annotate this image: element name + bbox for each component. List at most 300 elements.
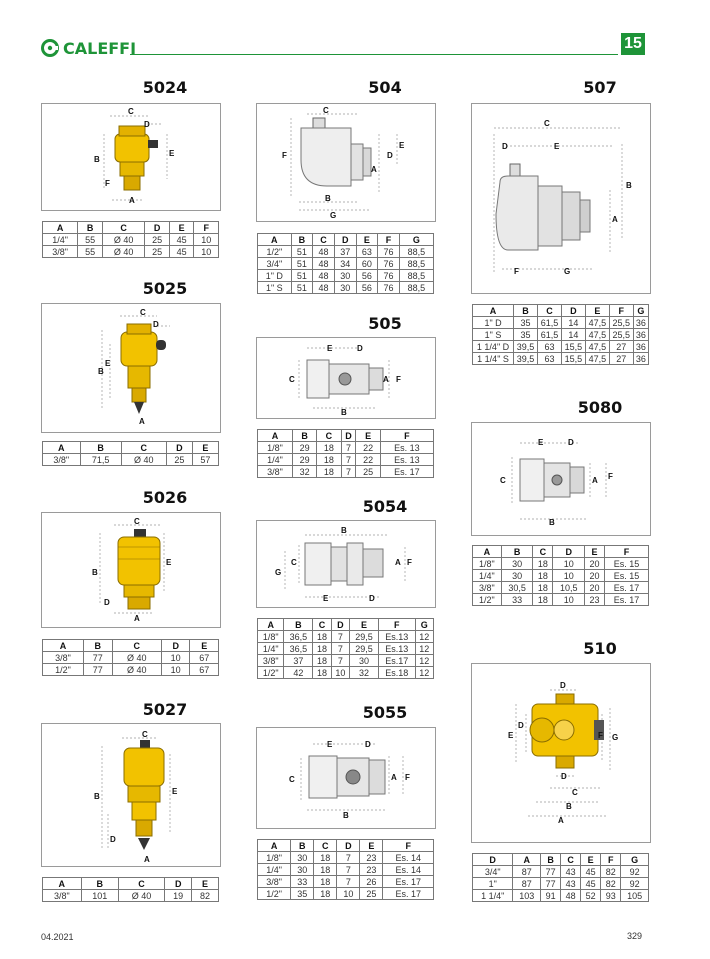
table-cell: 7 — [341, 442, 356, 454]
dim-label: E — [538, 438, 544, 447]
column-header: C — [317, 430, 341, 442]
table-cell: 7 — [331, 631, 349, 643]
dim-label: D — [153, 320, 159, 329]
dim-label: D — [561, 772, 567, 781]
table-cell: 18 — [313, 631, 331, 643]
table-cell: 51 — [291, 246, 313, 258]
spec-table-5025 — [42, 441, 219, 466]
table-cell: 10 — [553, 570, 585, 582]
dim-label: C — [134, 517, 140, 526]
column-header: E — [192, 442, 218, 454]
table-cell: 25 — [360, 888, 383, 900]
table-cell: 25 — [145, 234, 170, 246]
dim-label: F — [396, 375, 401, 384]
column-header: E — [585, 546, 605, 558]
table-cell: 45 — [581, 866, 601, 878]
table-cell: 33 — [501, 594, 533, 606]
table-cell: 18 — [533, 582, 553, 594]
column-header: C — [313, 234, 335, 246]
product-title-5024: 5024 — [142, 78, 188, 97]
table-row — [258, 876, 434, 888]
table-cell: 88,5 — [399, 246, 433, 258]
table-cell: 25,5 — [609, 329, 633, 341]
dim-label: F — [514, 267, 519, 276]
table-row — [258, 442, 434, 454]
column-header: F — [378, 619, 415, 631]
dim-label: E — [399, 141, 405, 150]
product-title-505: 505 — [368, 314, 402, 333]
table-cell: 18 — [317, 466, 341, 478]
table-cell: 42 — [284, 667, 313, 679]
spec-table-507 — [472, 304, 649, 365]
table-cell: 15,5 — [561, 353, 585, 365]
table-cell: 7 — [341, 466, 356, 478]
table-cell: 10 — [553, 594, 585, 606]
column-header: E — [350, 619, 379, 631]
table-cell: 82 — [192, 890, 219, 902]
column-header: A — [43, 442, 81, 454]
table-cell: 55 — [78, 234, 103, 246]
table-row — [473, 329, 649, 341]
table-cell: 32 — [292, 466, 316, 478]
table-cell: 18 — [314, 876, 337, 888]
column-header: D — [145, 222, 170, 234]
table-cell: 1/4" — [43, 234, 78, 246]
column-header: E — [192, 878, 219, 890]
table-row — [43, 234, 219, 246]
table-cell: 26 — [360, 876, 383, 888]
table-cell: 14 — [561, 329, 585, 341]
diagram-505 — [256, 337, 436, 419]
dim-label: A — [134, 614, 140, 623]
table-cell: 18 — [314, 888, 337, 900]
column-header: D — [337, 840, 360, 852]
table-row — [258, 852, 434, 864]
table-cell: 3/8" — [473, 582, 502, 594]
column-header: B — [291, 840, 314, 852]
table-cell: 18 — [313, 655, 331, 667]
table-cell: 20 — [585, 558, 605, 570]
table-cell: 45 — [169, 246, 194, 258]
dim-label: F — [608, 472, 613, 481]
table-cell: 56 — [356, 282, 378, 294]
dim-label: B — [549, 518, 555, 527]
column-header: A — [43, 222, 78, 234]
dim-label: C — [289, 375, 295, 384]
diagram-507 — [471, 103, 651, 294]
table-cell: 18 — [533, 594, 553, 606]
table-cell: 1 1/4" — [473, 890, 513, 902]
table-cell: 18 — [533, 570, 553, 582]
table-cell: 88,5 — [399, 282, 433, 294]
table-row — [258, 270, 434, 282]
dim-label: D — [560, 681, 566, 690]
column-header: A — [258, 840, 291, 852]
table-cell: 19 — [165, 890, 192, 902]
table-cell: 7 — [337, 876, 360, 888]
column-header: B — [514, 305, 538, 317]
table-cell: 3/8" — [43, 890, 82, 902]
spec-table-5080 — [472, 545, 649, 606]
spec-table-5027 — [42, 877, 219, 902]
table-header-row — [43, 640, 219, 652]
table-cell: 18 — [317, 454, 341, 466]
table-cell: 77 — [541, 866, 561, 878]
table-cell: 1/2" — [473, 594, 502, 606]
table-cell: 1/8" — [258, 852, 291, 864]
table-cell: 87 — [513, 878, 541, 890]
spec-table-5055 — [257, 839, 434, 900]
table-cell: 1/4" — [258, 454, 293, 466]
dim-label: E — [327, 740, 333, 749]
table-row — [258, 655, 434, 667]
table-cell: 18 — [313, 667, 331, 679]
table-cell: 7 — [341, 454, 356, 466]
table-cell: 7 — [331, 655, 349, 667]
spec-table-5054 — [257, 618, 434, 679]
table-cell: 20 — [585, 570, 605, 582]
column-header: D — [341, 430, 356, 442]
dim-label: E — [105, 359, 111, 368]
diagram-5025 — [41, 303, 221, 433]
table-cell: 47,5 — [585, 317, 609, 329]
table-cell: 61,5 — [538, 317, 562, 329]
dim-label: C — [128, 107, 134, 116]
dim-label: E — [554, 142, 560, 151]
column-header: D — [561, 305, 585, 317]
table-cell: 48 — [313, 258, 335, 270]
table-cell: 33 — [291, 876, 314, 888]
table-cell: 36 — [633, 353, 648, 365]
dim-label: C — [544, 119, 550, 128]
table-cell: 30 — [501, 570, 533, 582]
column-header: F — [194, 222, 219, 234]
table-cell: 7 — [337, 864, 360, 876]
table-cell: 36 — [633, 341, 648, 353]
table-cell: 14 — [561, 317, 585, 329]
table-row — [258, 454, 434, 466]
dim-label: F — [282, 151, 287, 160]
table-cell: 39,5 — [514, 353, 538, 365]
table-cell: 55 — [78, 246, 103, 258]
table-cell: 105 — [621, 890, 649, 902]
column-header: C — [314, 840, 337, 852]
table-cell: 18 — [533, 558, 553, 570]
column-header: B — [84, 640, 113, 652]
table-cell: 10 — [194, 234, 219, 246]
table-cell: 77 — [541, 878, 561, 890]
table-cell: 43 — [561, 866, 581, 878]
product-title-504: 504 — [368, 78, 402, 97]
table-cell: 1/8" — [258, 631, 284, 643]
column-header: A — [258, 430, 293, 442]
table-cell: 48 — [313, 246, 335, 258]
column-header: A — [513, 854, 541, 866]
table-cell: 63 — [356, 246, 378, 258]
table-cell: 27 — [609, 341, 633, 353]
table-cell: 3/4" — [473, 866, 513, 878]
dim-label: B — [343, 811, 349, 820]
table-cell: 10 — [194, 246, 219, 258]
table-cell: 30 — [350, 655, 379, 667]
table-cell: 12 — [415, 655, 433, 667]
column-header: A — [473, 546, 502, 558]
table-cell: Es.17 — [378, 655, 415, 667]
table-cell: 7 — [331, 643, 349, 655]
column-header: E — [356, 234, 378, 246]
table-cell: 101 — [81, 890, 118, 902]
table-row — [43, 664, 219, 676]
column-header: B — [78, 222, 103, 234]
table-row — [473, 558, 649, 570]
table-cell: 91 — [541, 890, 561, 902]
product-title-5054: 5054 — [362, 497, 408, 516]
table-cell: 61,5 — [538, 329, 562, 341]
product-title-507: 507 — [583, 78, 617, 97]
column-header: B — [292, 430, 316, 442]
dim-label: A — [558, 816, 564, 825]
table-cell: 30 — [334, 270, 356, 282]
column-header: B — [81, 878, 118, 890]
table-cell: 27 — [609, 353, 633, 365]
table-cell: 63 — [538, 341, 562, 353]
spec-table-505 — [257, 429, 434, 478]
table-row — [258, 643, 434, 655]
dim-label: A — [391, 773, 397, 782]
dim-label: D — [357, 344, 363, 353]
column-header: B — [291, 234, 313, 246]
diagram-5024 — [41, 103, 221, 211]
table-cell: 3/8" — [43, 454, 81, 466]
table-header-row — [43, 442, 219, 454]
dim-label: A — [371, 165, 377, 174]
diagram-5026 — [41, 512, 221, 628]
dim-label: D — [110, 835, 116, 844]
table-cell: 25 — [356, 466, 380, 478]
header-rule — [130, 54, 618, 55]
product-title-5026: 5026 — [142, 488, 188, 507]
dim-label: F — [407, 558, 412, 567]
table-row — [43, 652, 219, 664]
column-header: B — [284, 619, 313, 631]
table-cell: 1" D — [473, 317, 514, 329]
table-cell: 22 — [356, 442, 380, 454]
table-cell: 87 — [513, 866, 541, 878]
table-cell: 10 — [161, 664, 190, 676]
dim-label: G — [330, 211, 337, 220]
table-cell: 1" S — [473, 329, 514, 341]
dim-label: A — [144, 855, 150, 864]
dim-label: D — [387, 151, 393, 160]
diagram-504 — [256, 103, 436, 222]
table-cell: 12 — [415, 643, 433, 655]
column-header: B — [80, 442, 121, 454]
product-title-5025: 5025 — [142, 279, 188, 298]
table-cell: 30,5 — [501, 582, 533, 594]
table-row — [258, 258, 434, 270]
dim-label: A — [612, 215, 618, 224]
table-cell: 36 — [633, 329, 648, 341]
spec-table-504 — [257, 233, 434, 294]
column-header: C — [118, 878, 164, 890]
table-header-row — [473, 854, 649, 866]
table-row — [258, 631, 434, 643]
table-cell: 23 — [360, 852, 383, 864]
table-cell: 1/2" — [43, 664, 84, 676]
table-row — [473, 878, 649, 890]
column-header: C — [313, 619, 331, 631]
column-header: F — [605, 546, 649, 558]
column-header: A — [258, 234, 292, 246]
table-cell: 52 — [581, 890, 601, 902]
table-cell: Es. 13 — [380, 442, 433, 454]
dim-label: B — [94, 792, 100, 801]
column-header: A — [258, 619, 284, 631]
spec-table-510 — [472, 853, 649, 902]
table-cell: 43 — [561, 878, 581, 890]
table-header-row — [43, 878, 219, 890]
table-row — [258, 466, 434, 478]
table-cell: 3/8" — [43, 652, 84, 664]
dim-label: D — [144, 120, 150, 129]
column-header: D — [473, 854, 513, 866]
dim-label: B — [341, 526, 347, 535]
dim-label: E — [508, 731, 514, 740]
column-header: A — [43, 878, 82, 890]
table-cell: 48 — [313, 270, 335, 282]
table-cell: 37 — [284, 655, 313, 667]
table-cell: 1/2" — [258, 667, 284, 679]
table-cell: 3/8" — [258, 466, 293, 478]
table-cell: 45 — [169, 234, 194, 246]
table-cell: 37 — [334, 246, 356, 258]
table-cell: Ø 40 — [112, 664, 161, 676]
table-row — [258, 888, 434, 900]
column-header: G — [399, 234, 433, 246]
table-cell: 48 — [313, 282, 335, 294]
table-cell: 92 — [621, 866, 649, 878]
column-header: F — [609, 305, 633, 317]
table-row — [473, 890, 649, 902]
table-cell: 92 — [621, 878, 649, 890]
table-cell: 3/4" — [258, 258, 292, 270]
column-header: C — [533, 546, 553, 558]
footer-date: 04.2021 — [41, 932, 74, 942]
table-cell: 35 — [291, 888, 314, 900]
table-row — [258, 282, 434, 294]
table-cell: 36,5 — [284, 643, 313, 655]
dim-label: E — [166, 558, 172, 567]
table-cell: 18 — [317, 442, 341, 454]
column-header: G — [633, 305, 648, 317]
column-header: F — [378, 234, 400, 246]
column-header: G — [621, 854, 649, 866]
dim-label: A — [395, 558, 401, 567]
table-row — [258, 246, 434, 258]
table-row — [473, 570, 649, 582]
table-cell: Es. 17 — [383, 876, 434, 888]
table-cell: 29,5 — [350, 631, 379, 643]
dim-label: C — [289, 775, 295, 784]
table-cell: 1" S — [258, 282, 292, 294]
table-cell: 56 — [356, 270, 378, 282]
dim-label: D — [365, 740, 371, 749]
table-row — [258, 864, 434, 876]
diagram-5054 — [256, 520, 436, 608]
table-cell: 76 — [378, 246, 400, 258]
table-row — [258, 667, 434, 679]
table-cell: 76 — [378, 270, 400, 282]
table-cell: 29,5 — [350, 643, 379, 655]
table-cell: 10,5 — [553, 582, 585, 594]
spec-table-5024 — [42, 221, 219, 258]
dim-label: F — [105, 179, 110, 188]
table-header-row — [43, 222, 219, 234]
table-cell: 7 — [337, 852, 360, 864]
column-header: F — [383, 840, 434, 852]
table-cell: 1 1/4" D — [473, 341, 514, 353]
table-header-row — [258, 619, 434, 631]
dim-label: E — [323, 594, 329, 603]
column-header: G — [415, 619, 433, 631]
table-cell: 1/4" — [258, 643, 284, 655]
table-cell: 60 — [356, 258, 378, 270]
product-title-5080: 5080 — [577, 398, 623, 417]
table-cell: 47,5 — [585, 329, 609, 341]
column-header: D — [166, 442, 192, 454]
table-cell: 88,5 — [399, 270, 433, 282]
table-cell: 77 — [84, 664, 113, 676]
table-cell: 10 — [337, 888, 360, 900]
table-header-row — [258, 234, 434, 246]
dim-label: D — [502, 142, 508, 151]
table-cell: 36,5 — [284, 631, 313, 643]
dim-label: E — [172, 787, 178, 796]
table-cell: 82 — [601, 878, 621, 890]
dim-label: C — [500, 476, 506, 485]
dim-label: D — [518, 721, 524, 730]
table-cell: 25,5 — [609, 317, 633, 329]
diagram-510 — [471, 663, 651, 843]
diagram-5027 — [41, 723, 221, 867]
column-header: F — [601, 854, 621, 866]
table-cell: 88,5 — [399, 258, 433, 270]
table-header-row — [473, 546, 649, 558]
table-cell: 30 — [334, 282, 356, 294]
table-header-row — [473, 305, 649, 317]
table-cell: 18 — [313, 643, 331, 655]
table-cell: 18 — [314, 852, 337, 864]
table-cell: Es. 13 — [380, 454, 433, 466]
table-cell: 23 — [585, 594, 605, 606]
column-header: D — [161, 640, 190, 652]
dim-label: C — [140, 308, 146, 317]
table-cell: Es. 17 — [605, 582, 649, 594]
table-cell: 1/4" — [473, 570, 502, 582]
table-cell: Es. 14 — [383, 852, 434, 864]
dim-label: B — [92, 568, 98, 577]
spec-table-5026 — [42, 639, 219, 676]
column-header: C — [561, 854, 581, 866]
table-cell: 10 — [161, 652, 190, 664]
dim-label: D — [568, 438, 574, 447]
table-cell: 22 — [356, 454, 380, 466]
table-cell: 12 — [415, 631, 433, 643]
table-cell: Es.13 — [378, 631, 415, 643]
table-cell: 51 — [291, 282, 313, 294]
dim-label: A — [383, 375, 389, 384]
column-header: C — [102, 222, 144, 234]
